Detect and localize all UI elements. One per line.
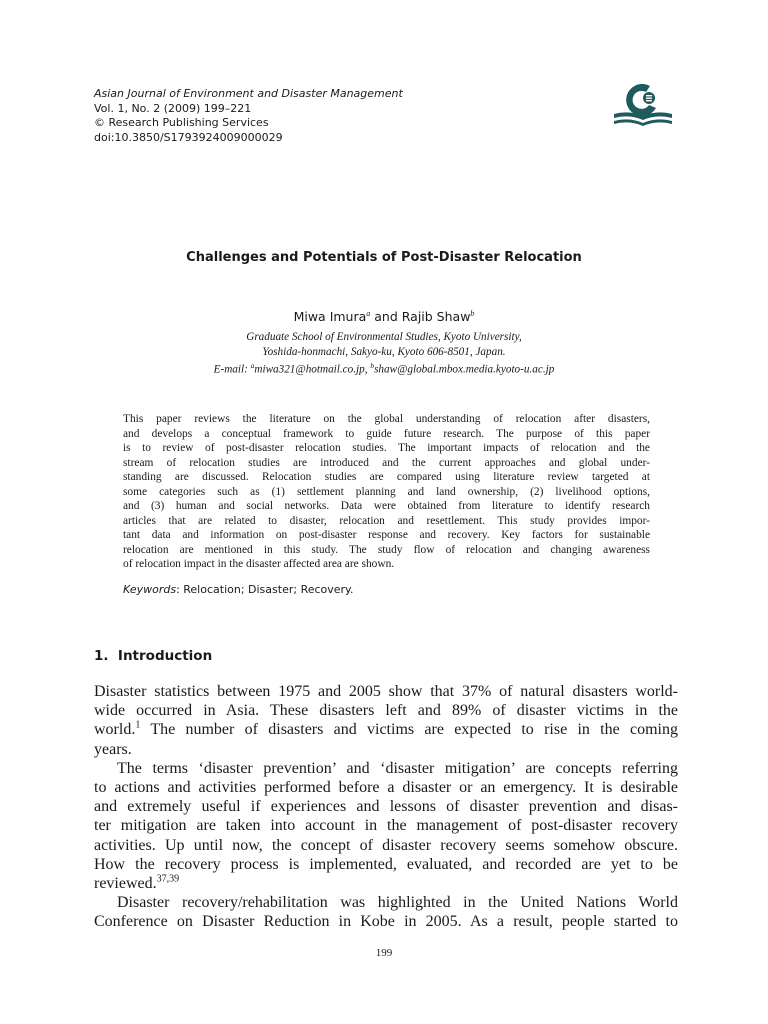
affiliation-line: Yoshida-honmachi, Sakyo-ku, Kyoto 606-8501, Japan. [262, 345, 506, 358]
email-mark: a [250, 361, 255, 371]
body-line: Disaster statistics between 1975 and 2005 show that 37% of natural disasters world- [94, 683, 678, 700]
body-line: years. [94, 740, 132, 758]
journal-name: Asian Journal of Environment and Disaster Management [94, 87, 403, 100]
abstract-line: of relocation impact in the disaster affected area are shown. [123, 558, 395, 571]
abstract-line: tant data and information on post-disaster response and recovery. Key factors for sustainable [123, 529, 650, 542]
email-line [0, 359, 768, 377]
abstract-line: and develops a conceptual framework to guide future research. The purpose of this paper [123, 427, 650, 440]
abstract-line: stream of relocation studies are introduced and the current approaches and global under- [123, 456, 650, 469]
body-line: and extremely useful if experiences and lessons of disaster prevention and disas- [94, 798, 678, 816]
body-text-span: The number of disasters and victims are expected to rise in the coming [140, 721, 678, 739]
body-line: The terms ‘disaster prevention’ and ‘disaster mitigation’ are concepts referring [117, 759, 678, 777]
author-name: Rajib Shaw [401, 309, 471, 325]
keywords [123, 583, 354, 596]
abstract-line: some categories such as (1) settlement planning and land ownership, (2) livelihood options, [123, 485, 650, 498]
body-line [94, 720, 678, 739]
body-line: activities. Up until now, the concept of disaster recovery seems somehow obscure. [94, 836, 678, 854]
journal-info [94, 87, 403, 145]
email-mark: b [370, 361, 375, 371]
journal-volume: Vol. 1, No. 2 (2009) 199–221 [94, 101, 252, 115]
body-line: wide occurred in Asia. These disasters left and 89% of disaster victims in the [94, 702, 678, 720]
email-address: shaw@global.mbox.media.kyoto-u.ac.jp [374, 363, 555, 376]
body-line: How the recovery process is implemented, evaluated, and recorded are yet to be [94, 855, 678, 873]
author-affil-mark: a [366, 309, 371, 318]
body-line [94, 874, 678, 893]
email-address: miwa321@hotmail.co.jp, [254, 363, 371, 376]
body-text [94, 682, 678, 932]
author-connector: and [370, 309, 402, 325]
author-name: Miwa Imura [293, 309, 367, 325]
affiliation [0, 330, 768, 378]
author-line [0, 309, 768, 324]
body-text-span: world. [94, 721, 136, 739]
page-number: 199 [375, 947, 393, 959]
keywords-label: Keywords [123, 583, 177, 596]
keywords-colon: : [176, 583, 184, 596]
abstract [123, 412, 650, 572]
journal-publisher: © Research Publishing Services [94, 116, 269, 129]
body-line: ter mitigation are taken into account in the management of post-disaster recovery [94, 817, 678, 835]
abstract-line: This paper reviews the literature on the global understanding of relocation after disasters, [123, 413, 650, 425]
abstract-line: articles that are related to disaster, relocation and resettlement. This study provides impor- [123, 514, 650, 527]
body-line: Conference on Disaster Reduction in Kobe in 2005. As a result, people started to [94, 913, 678, 931]
paper-title: Challenges and Potentials of Post-Disaster Relocation [186, 250, 582, 265]
abstract-line: relocation are mentioned in this study. The study flow of relocation and changing awareness [123, 543, 650, 556]
keywords-text: Relocation; Disaster; Recovery. [183, 583, 354, 596]
author-affil-mark: b [470, 309, 475, 318]
body-line: Disaster recovery/rehabilitation was highlighted in the United Nations World [117, 894, 678, 912]
affiliation-line: Graduate School of Environmental Studies, Kyoto University, [246, 331, 522, 343]
body-line: to actions and activities performed before a disaster or an emergency. It is desirable [94, 779, 678, 797]
citation-ref: 1 [135, 720, 141, 732]
email-label: E-mail: [213, 363, 251, 376]
publisher-book-logo-icon [612, 84, 674, 132]
abstract-line: and (3) human and social networks. Data were obtained from literature to identify research [123, 500, 650, 513]
citation-ref: 37,39 [156, 873, 180, 885]
abstract-line: is to review of post-disaster relocation studies. The important impacts of relocation and the [123, 442, 650, 455]
body-text-span: reviewed. [94, 875, 157, 893]
journal-doi: doi:10.3850/S1793924009000029 [94, 130, 283, 144]
abstract-line: standing are discussed. Relocation studies are compared using literature review targeted at [123, 471, 650, 484]
section-heading: 1. Introduction [94, 648, 213, 664]
